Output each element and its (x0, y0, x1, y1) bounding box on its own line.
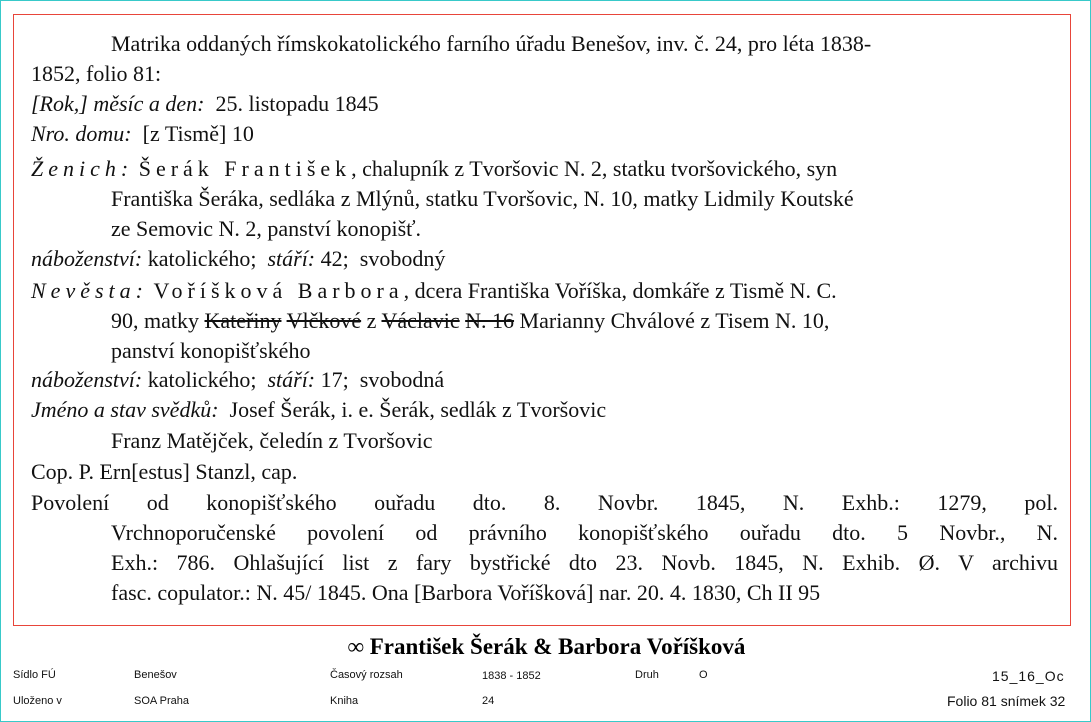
date-label: [Rok,] měsíc a den: (31, 91, 205, 116)
groom-name: Šerák František (138, 156, 352, 181)
footer-label-book: Kniha (330, 695, 359, 707)
bride-religion-value: katolického; (147, 367, 257, 392)
bride-age-label: stáří: (267, 367, 316, 392)
bride-age-value: 17; (320, 367, 349, 392)
bride-text1: , dcera Františka Voříška, domkáře z Tismě N. C. (403, 278, 837, 303)
footer-label-range: Časový rozsah (330, 669, 403, 681)
groom-religion-value: katolického; (147, 246, 257, 271)
house-label: Nro. domu: (31, 121, 132, 146)
bride-status: svobodná (359, 367, 445, 392)
groom-text2: Františka Šeráka, sedláka z Mlýnů, statku Tvoršovic, N. 10, matky Lidmily Koutské (111, 186, 854, 211)
bride-text2-strike4: N. 16 (465, 308, 515, 333)
record-header-line2: 1852, folio 81: (31, 61, 162, 86)
groom-row (31, 156, 837, 182)
bride-text2-strike2: Vlčkové (286, 308, 362, 333)
permit-line2: Vrchnoporučenské povolení od právního konopišťského ouřadu dto. 5 Novbr., N. (111, 520, 1058, 545)
bride-religion-label: náboženství: (31, 367, 143, 392)
date-value: 25. listopadu 1845 (215, 91, 379, 116)
footer-label-seat: Sídlo FÚ (13, 669, 56, 681)
footer-value-seat: Benešov (134, 669, 177, 681)
bride-text2-a: 90, matky (111, 308, 199, 333)
permit-line1: Povolení od konopišťského ouřadu dto. 8. Novbr. 1845, N. Exhb.: 1279, pol. (31, 490, 1058, 515)
permit-line3: Exh.: 786. Ohlašující list z fary bystřické dto 23. Novb. 1845, N. Exhib. Ø. V archivu (111, 550, 1058, 575)
bride-text3: panství konopišťského (111, 338, 311, 363)
bride-name: Voříšková Barbora (153, 278, 404, 303)
bride-text2-strike3: Václavic (381, 308, 460, 333)
groom-text3: ze Semovic N. 2, panství konopišť. (111, 216, 422, 241)
footer-value-type: O (699, 669, 708, 681)
groom-religion-label: náboženství: (31, 246, 143, 271)
bride-label: Nevěsta: (31, 278, 148, 303)
groom-label: Ženich: (31, 156, 134, 181)
groom-info-row (31, 246, 445, 272)
footer-value-book: 24 (482, 695, 495, 707)
groom-status: svobodný (359, 246, 446, 271)
footer-value-stored: SOA Praha (134, 695, 190, 707)
groom-age-value: 42; (320, 246, 349, 271)
footer-code: 15_16_Oc (992, 668, 1065, 684)
footer-label-type: Druh (635, 669, 659, 681)
house-row (31, 121, 254, 147)
footer-value-range: 1838 - 1852 (482, 670, 541, 682)
bride-text2-strike1: Kateřiny (204, 308, 282, 333)
bride-text2-c: Marianny Chválové z Tisem N. 10, (519, 308, 830, 333)
groom-text1: , chalupník z Tvoršovic N. 2, statku tvoršovického, syn (351, 156, 838, 181)
date-row (31, 91, 379, 117)
bride-text2-b: z (366, 308, 377, 333)
bride-row (31, 278, 837, 304)
witness1: Josef Šerák, i. e. Šerák, sedlák z Tvoršovic (229, 397, 607, 422)
bride-text2-row (111, 308, 829, 334)
witness2: Franz Matějček, čeledín z Tvoršovic (111, 428, 433, 453)
witness-label: Jméno a stav svědků: (31, 397, 219, 422)
bride-info-row (31, 367, 444, 393)
priest: Cop. P. Ern[estus] Stanzl, cap. (31, 459, 298, 484)
witness-row (31, 397, 606, 423)
house-value: [z Tismě] 10 (142, 121, 254, 146)
footer-folio: Folio 81 snímek 32 (947, 693, 1066, 709)
groom-age-label: stáří: (267, 246, 316, 271)
record-header-line1: Matrika oddaných římskokatolického farního úřadu Benešov, inv. č. 24, pro léta 1838- (111, 31, 872, 56)
footer-label-stored: Uloženo v (13, 695, 62, 707)
permit-line4: fasc. copulator.: N. 45/ 1845. Ona [Barbora Voříšková] nar. 20. 4. 1830, Ch II 95 (111, 580, 821, 605)
marriage-caption: ∞ František Šerák & Barbora Voříšková (347, 634, 746, 659)
